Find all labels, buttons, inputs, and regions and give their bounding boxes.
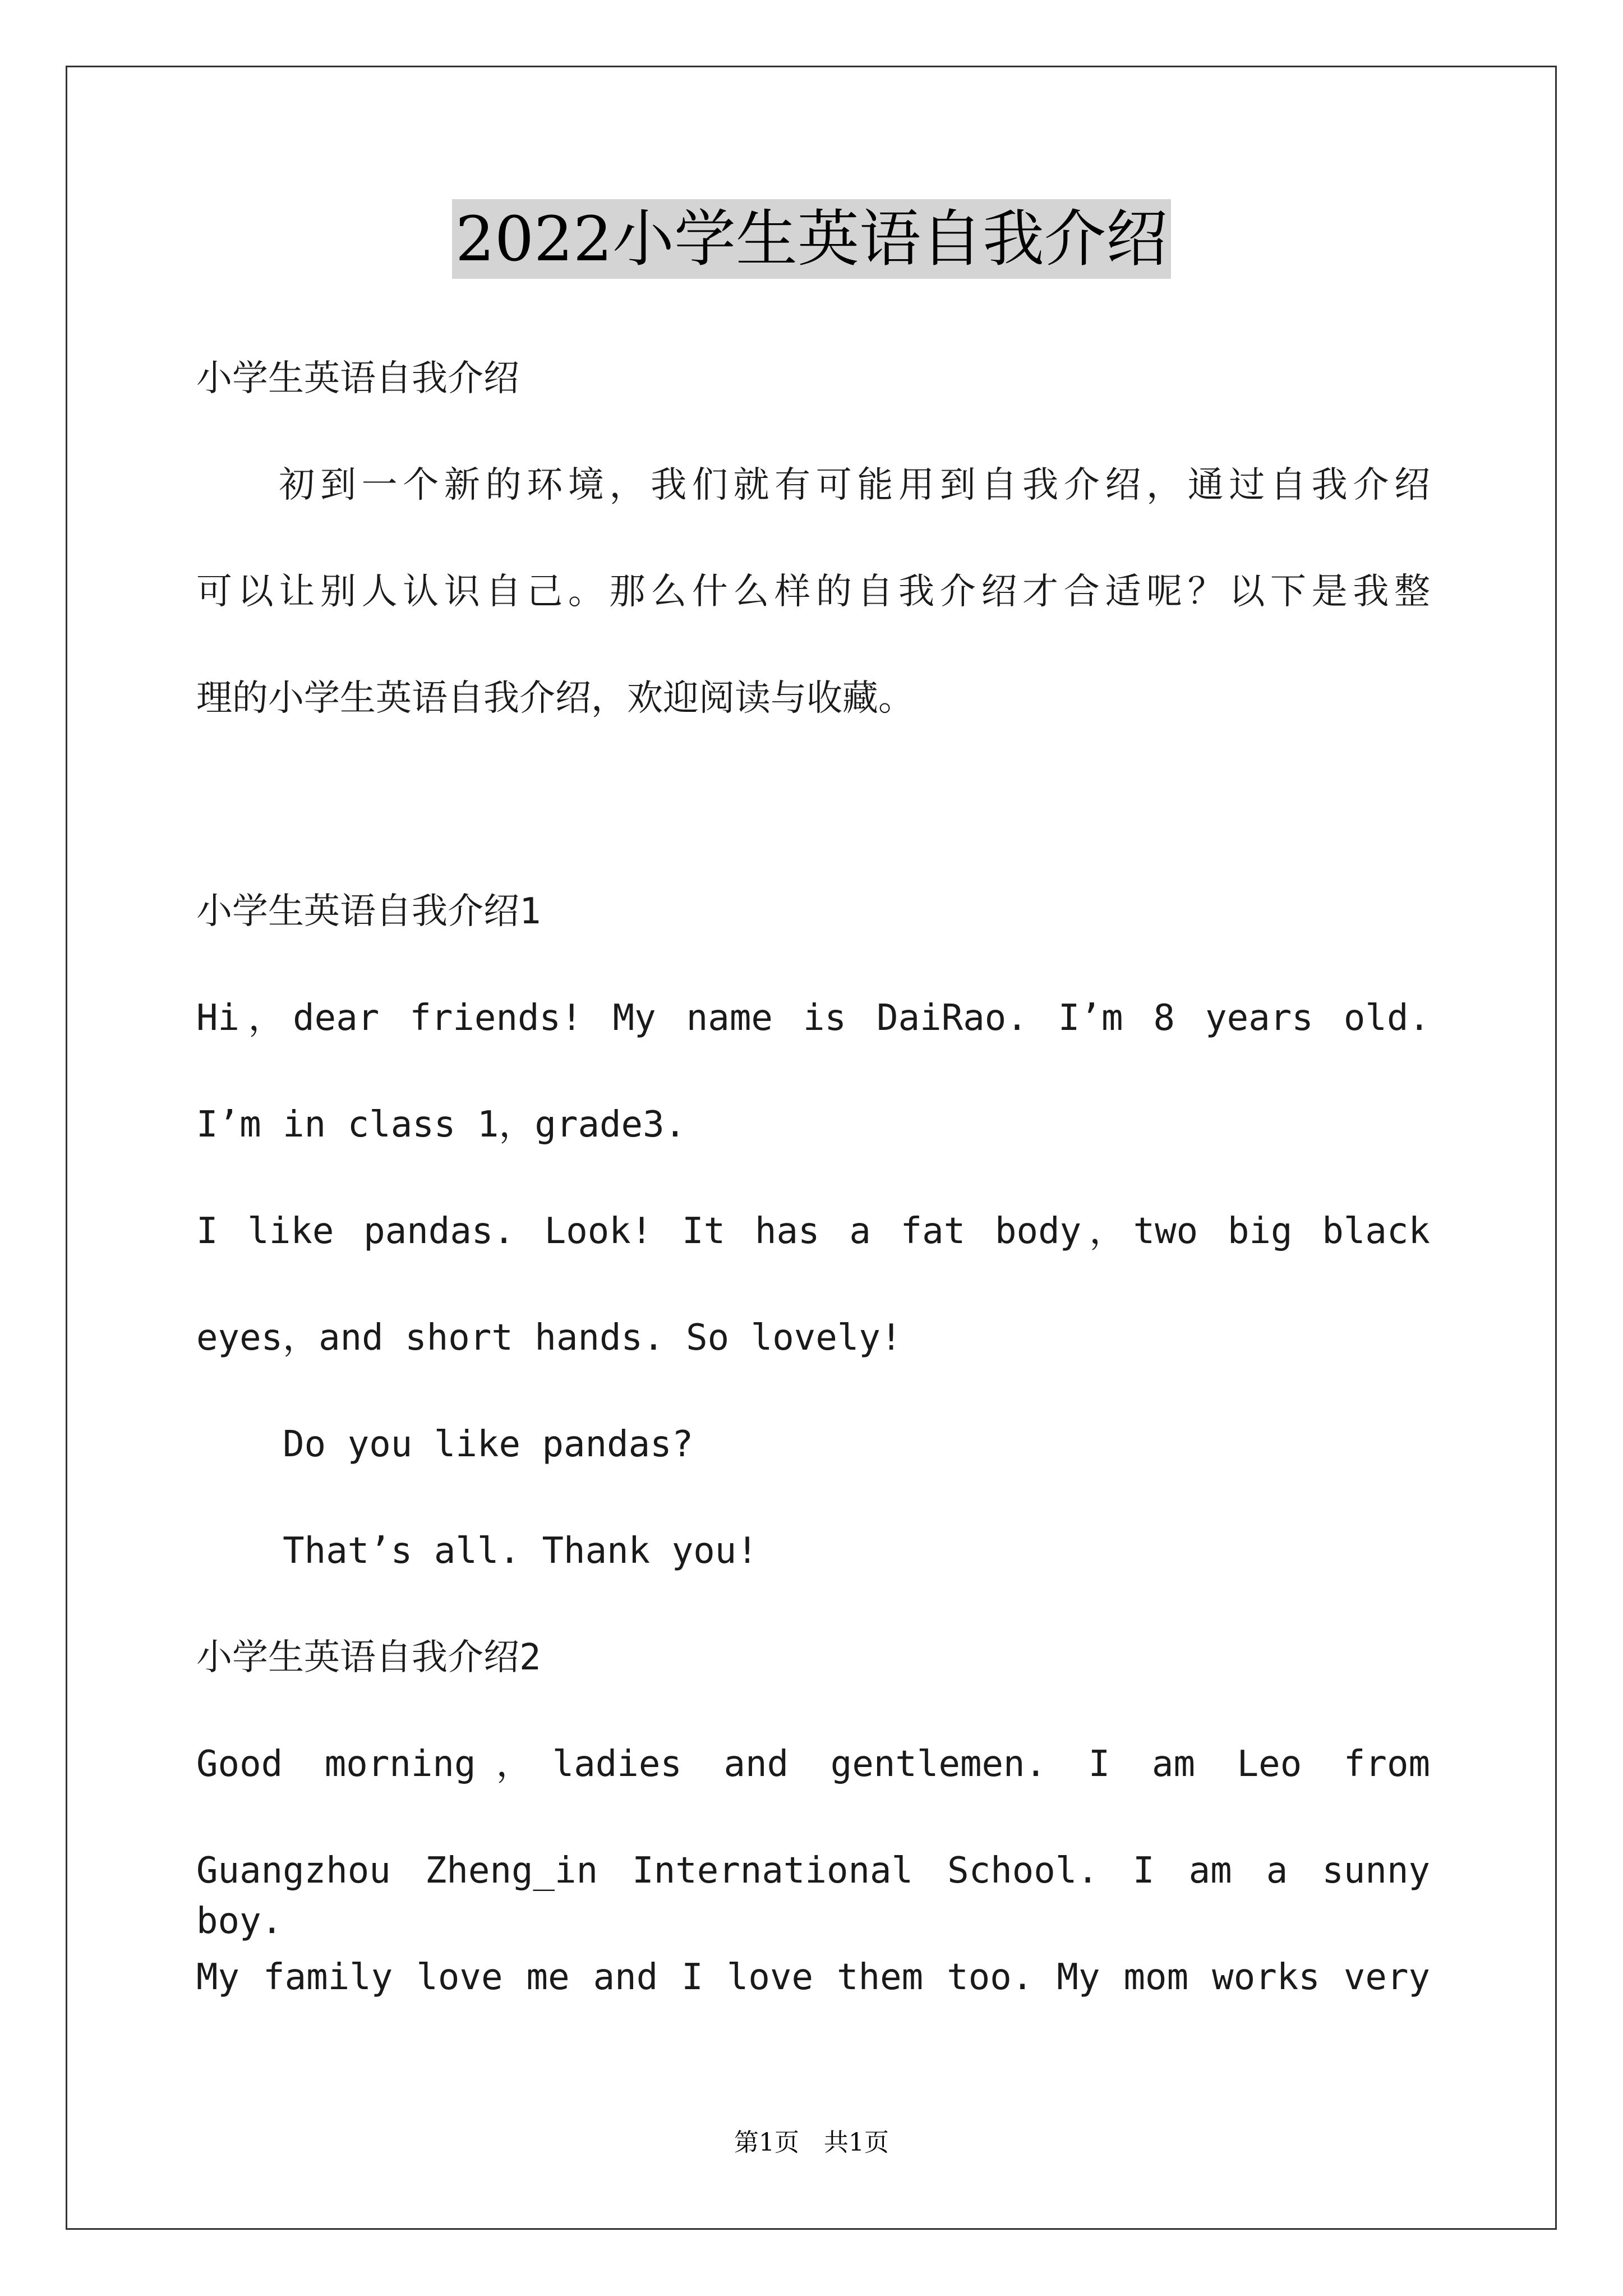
intro-line-2: 可以让别人认识自己。那么什么样的自我介绍才合适呢？以下是我整	[196, 571, 1430, 613]
section1-line-1: Hi，dear friends! My name is DaiRao. I’m 8 years old.	[196, 997, 1430, 1039]
section1-line-2: I’m in class 1，grade3.	[196, 1104, 686, 1145]
page-footer: 第1页 共1页	[734, 2128, 889, 2157]
section2-line-1: Good morning，ladies and gentlemen. I am Leo from	[196, 1743, 1430, 1785]
section-heading-2: 小学生英语自我介绍2	[196, 1637, 541, 1678]
section1-line-6: That’s all. Thank you!	[196, 1530, 758, 1572]
intro-line-1: 初到一个新的环境，我们就有可能用到自我介绍，通过自我介绍	[196, 464, 1430, 506]
section1-line-4: eyes，and short hands. So lovely!	[196, 1317, 902, 1359]
section2-line-2: Guangzhou Zheng_in International School. I am a sunny boy.	[196, 1850, 1430, 1942]
section1-line-3: I like pandas. Look! It has a fat body，two big black	[196, 1211, 1430, 1252]
section2-line-3: My family love me and I love them too. My mom works very	[196, 1957, 1430, 1998]
section1-line-5: Do you like pandas?	[196, 1424, 694, 1465]
section-heading-1: 小学生英语自我介绍1	[196, 891, 541, 932]
title-container	[0, 199, 1623, 279]
subtitle: 小学生英语自我介绍	[196, 358, 519, 399]
document-title: 2022小学生英语自我介绍	[452, 199, 1171, 279]
intro-line-3: 理的小学生英语自我介绍，欢迎阅读与收藏。	[196, 678, 914, 719]
